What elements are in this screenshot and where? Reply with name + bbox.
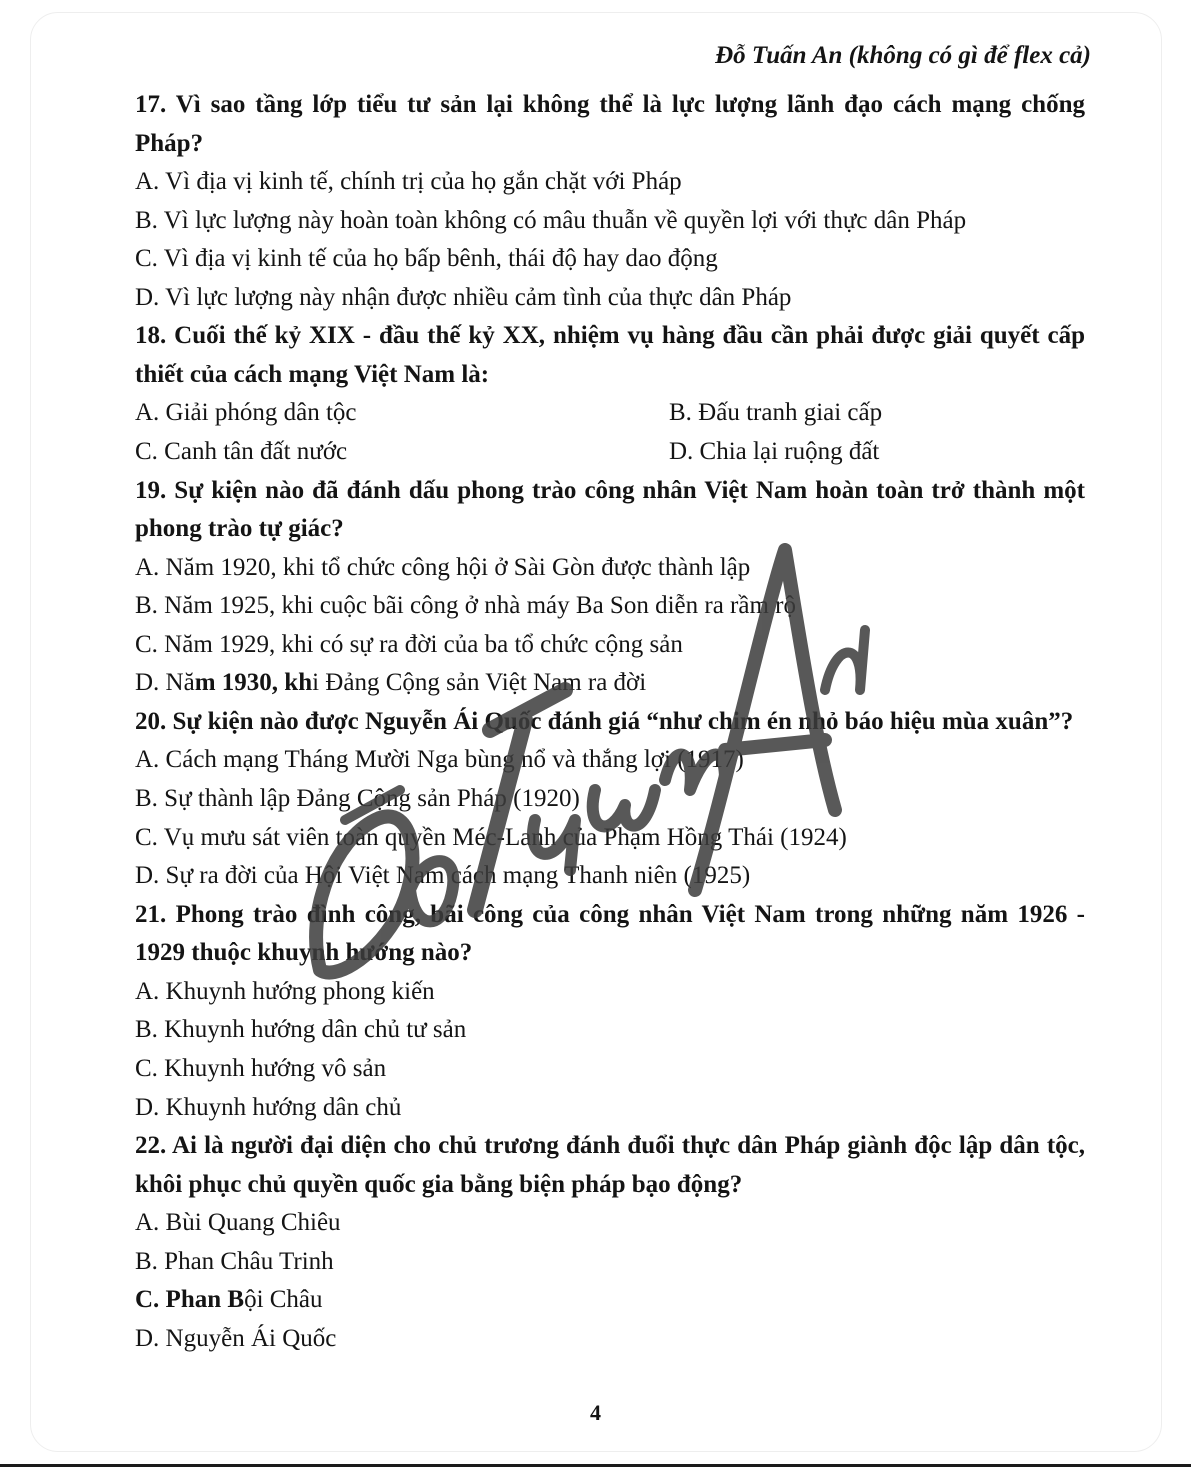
option-20-c: C. Vụ mưu sát viên toàn quyền Méc-Lanh của Phạm Hồng Thái (1924) [135,823,847,851]
question-21: 21. Phong trào đình công, bãi công của công nhân Việt Nam trong những năm 1926 - 1929 thuộc khuynh hướng nào? [135,900,1085,967]
option-20-d: D. Sự ra đời của Hội Việt Nam cách mạng Thanh niên (1925) [135,862,751,890]
question-22: 22. Ai là người đại diện cho chủ trương đánh đuổi thực dân Pháp giành độc lập dân tộc, khôi phục chủ quyền quốc gia bằng biện pháp bạo động? [135,1132,1085,1198]
option-19-d [135,664,1085,703]
page-number: 4 [590,1400,601,1425]
option-21-d: D. Khuynh hướng dân chủ [135,1093,402,1121]
document-body [135,86,1085,1359]
header-author-note: Đỗ Tuấn An (không có gì để flex cả) [715,42,1091,69]
option-19-a: A. Năm 1920, khi tổ chức công hội ở Sài Gòn được thành lập [135,553,751,581]
option-20-a: A. Cách mạng Tháng Mười Nga bùng nổ và thắng lợi (1917) [135,746,744,774]
bottom-rule [0,1464,1191,1467]
question-17: 17. Vì sao tầng lớp tiểu tư sản lại không thể là lực lượng lãnh đạo cách mạng chống Pháp? [135,91,1085,157]
option-22-c-rest: ội Châu [244,1286,323,1314]
option-21-a: A. Khuynh hướng phong kiến [135,977,435,1005]
option-20-b: B. Sự thành lập Đảng Cộng sản Pháp (1920) [135,785,580,813]
option-22-c-bold: C. Phan B [135,1286,245,1314]
option-19-d-bold: m 1930, kh [194,669,313,697]
option-18-b: B. Đấu tranh giai cấp [669,399,883,427]
option-21-c: C. Khuynh hướng vô sản [135,1055,387,1082]
options-18-grid [135,394,1085,471]
option-22-b: B. Phan Châu Trinh [135,1247,334,1275]
option-19-b: B. Năm 1925, khi cuộc bãi công ở nhà máy Ba Son diễn ra rầm rộ [135,592,796,620]
question-18: 18. Cuối thế kỷ XIX - đầu thế kỷ XX, nhiệm vụ hàng đầu cần phải được giải quyết cấp thiết của cách mạng Việt Nam là: [135,322,1085,388]
option-19-d-rest: i Đảng Cộng sản Việt Nam ra đời [312,669,647,697]
option-21-b: B. Khuynh hướng dân chủ tư sản [135,1016,467,1044]
option-22-d: D. Nguyễn Ái Quốc [135,1324,337,1352]
option-18-a: A. Giải phóng dân tộc [135,399,357,427]
option-19-d-prefix: D. Nă [135,669,195,697]
question-19: 19. Sự kiện nào đã đánh dấu phong trào công nhân Việt Nam hoàn toàn trở thành một phong trào tự giác? [135,476,1085,543]
option-17-b: B. Vì lực lượng này hoàn toàn không có mâu thuẫn về quyền lợi với thực dân Pháp [135,206,967,234]
option-18-d: D. Chia lại ruộng đất [669,437,880,465]
option-17-a: A. Vì địa vị kinh tế, chính trị của họ gắn chặt với Pháp [135,168,682,195]
option-17-d: D. Vì lực lượng này nhận được nhiều cảm tình của thực dân Pháp [135,283,792,311]
option-22-a: A. Bùi Quang Chiêu [135,1209,341,1237]
option-18-c: C. Canh tân đất nước [135,437,348,465]
option-22-c [135,1281,1085,1320]
option-17-c: C. Vì địa vị kinh tế của họ bấp bênh, thái độ hay dao động [135,245,718,273]
question-20: 20. Sự kiện nào được Nguyễn Ái Quốc đánh giá “như chim én nhỏ báo hiệu mùa xuân”? [135,707,1074,735]
option-19-c: C. Năm 1929, khi có sự ra đời của ba tổ chức cộng sản [135,630,683,658]
